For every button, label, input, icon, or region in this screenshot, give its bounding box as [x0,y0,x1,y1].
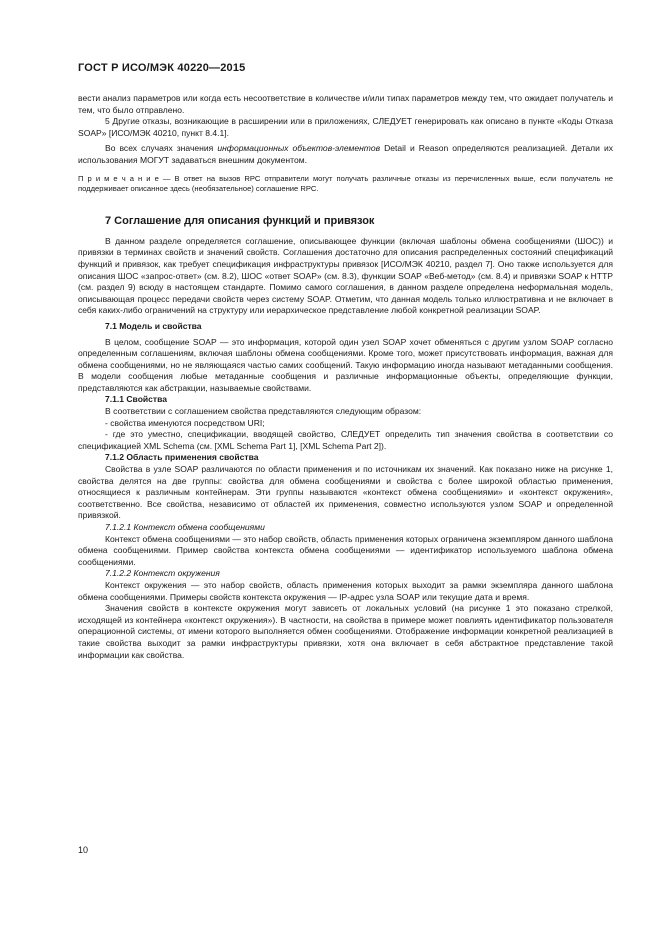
page-number: 10 [78,845,89,855]
paragraph-text: Detail и Reason определяются реализацией. Детали их использования МОГУТ задаваться внешним документом. [78,143,613,165]
note-label: П р и м е ч а н и е [78,173,159,183]
subsection-heading: 7.1.2 Область применения свойства [105,452,259,463]
paragraph: Значения свойств в контексте окружения могут зависеть от локальных условий (на рисунке 1 это показано стрелкой, исходящей из контейнера «контекст окружения»). В частности, на свойства в примере может повлиять идентификатор пользователя операционной системы, от имени которого выполняется обмен сообщениями. Отображение информации конкретной реализацией в такие свойства выходит за рамки инфраструктуры привязки, хотя она включает в себя абстрактное представление такой информации как свойства. [78,603,613,660]
subsection-heading: 7.1.2.2 Контекст окружения [105,568,220,579]
paragraph: 5 Другие отказы, возникающие в расширении или в приложениях, СЛЕДУЕТ генерировать как описано в пункте «Коды Отказа SOAP» [ИСО/МЭК 40210, пункт 8.4.1]. [78,116,613,138]
list-item: - где это уместно, спецификации, вводящей свойство, СЛЕДУЕТ определить тип значения свойства в соответствии со спецификацией XML Schema (см. [XML Schema Part 1], [XML Schema Part 2]). [78,429,613,451]
page-content [78,93,613,661]
list-item: - свойства именуются посредством URI; [105,417,265,428]
paragraph [78,143,613,166]
paragraph-text: Во всех случаях значения [105,143,218,154]
italic-term: информационных объектов-элементов [217,143,381,154]
paragraph: В целом, сообщение SOAP — это информация, которой один узел SOAP хочет обменяться с другим узлом SOAP согласно определенным соглашениям, включая шаблоны обмена сообщениями. Кроме того, может присутствовать информация, важная для обмена сообщениями, но не являющаяся частью самих сообщений. Такую информацию иногда называют метаданными сообщения. В модели сообщения любые метаданные сообщения и различные информационные объекты, определяющие функции, представляются как абстракции, называемые свойствами. [78,336,613,393]
paragraph: Контекст окружения — это набор свойств, область применения которых выходит за рамки экземпляра данного шаблона обмена сообщениями. Примеры свойств контекста окружения — IP-адрес узла SOAP или текущие дата и время. [78,579,613,602]
subsection-heading: 7.1.2.1 Контекст обмена сообщениями [105,522,265,532]
paragraph: Свойства в узле SOAP различаются по области применения и по источникам их значений. Как показано ниже на рисунке 1, свойства делятся на две группы: свойства для обмена сообщениями и свойства с более широкой областью применения, относящиеся к различным контейнерам. Эти группы называются «контекст обмена сообщениями» и «контекст окружения», соответственно. Все свойства, независимо от областей их применения, совместно используются узлом SOAP и определенной привязкой. [78,464,613,521]
paragraph: В данном разделе определяется соглашение, описывающее функции (включая шаблоны обмена сообщениями (ШОС)) и привязки в терминах свойств и значений свойств. Соглашения достаточно для описания распределенных состояний спецификаций функций и привязок, как требует спецификация инфраструктуры привязок [ИСО/МЭК 40210, раздел 7]. Оно также используется для описания ШОС «запрос-ответ» (см. 8.2), ШОС «ответ SOAP» (см. 8.3), функции SOAP «Веб-метод» (см. 8.4) и привязки SOAP к HTTP (см. раздел 9) всюду в настоящем стандарте. Помимо самого соглашения, в данном разделе определена неформальная модель, описывающая процесс передачи свойств через систему SOAP. Отметим, что данная модель только иллюстративна и не включает в себя каких-либо ограничений на структуру или иерархическое представление любой конкретной реализации SOAP. [78,235,613,316]
standard-header: ГОСТ Р ИСО/МЭК 40220—2015 [78,62,246,74]
subsection-heading: 7.1.1 Свойства [105,394,168,405]
paragraph: вести анализ параметров или когда есть несоответствие в количестве и/или типах параметров между тем, что ожидает получатель и тем, что было отправлено. [78,93,613,115]
section-heading: 7 Соглашение для описания функций и привязок [105,214,375,227]
paragraph: В соответствии с соглашением свойства представляются следующим образом: [105,406,422,417]
note [78,174,613,195]
paragraph: Контекст обмена сообщениями — это набор свойств, область применения которых ограничена экземпляром данного шаблона обмена сообщениями. Пример свойства контекста обмена сообщениями — идентификатор используемого шаблона обмена сообщениями. [78,533,613,567]
subsection-heading: 7.1 Модель и свойства [105,320,202,331]
note-text: — В ответ на вызов RPC отправители могут получать различные отказы из перечисленных выше, если получатель не поддерживает описанное здесь (необязательное) соглашение RPC. [78,173,613,194]
